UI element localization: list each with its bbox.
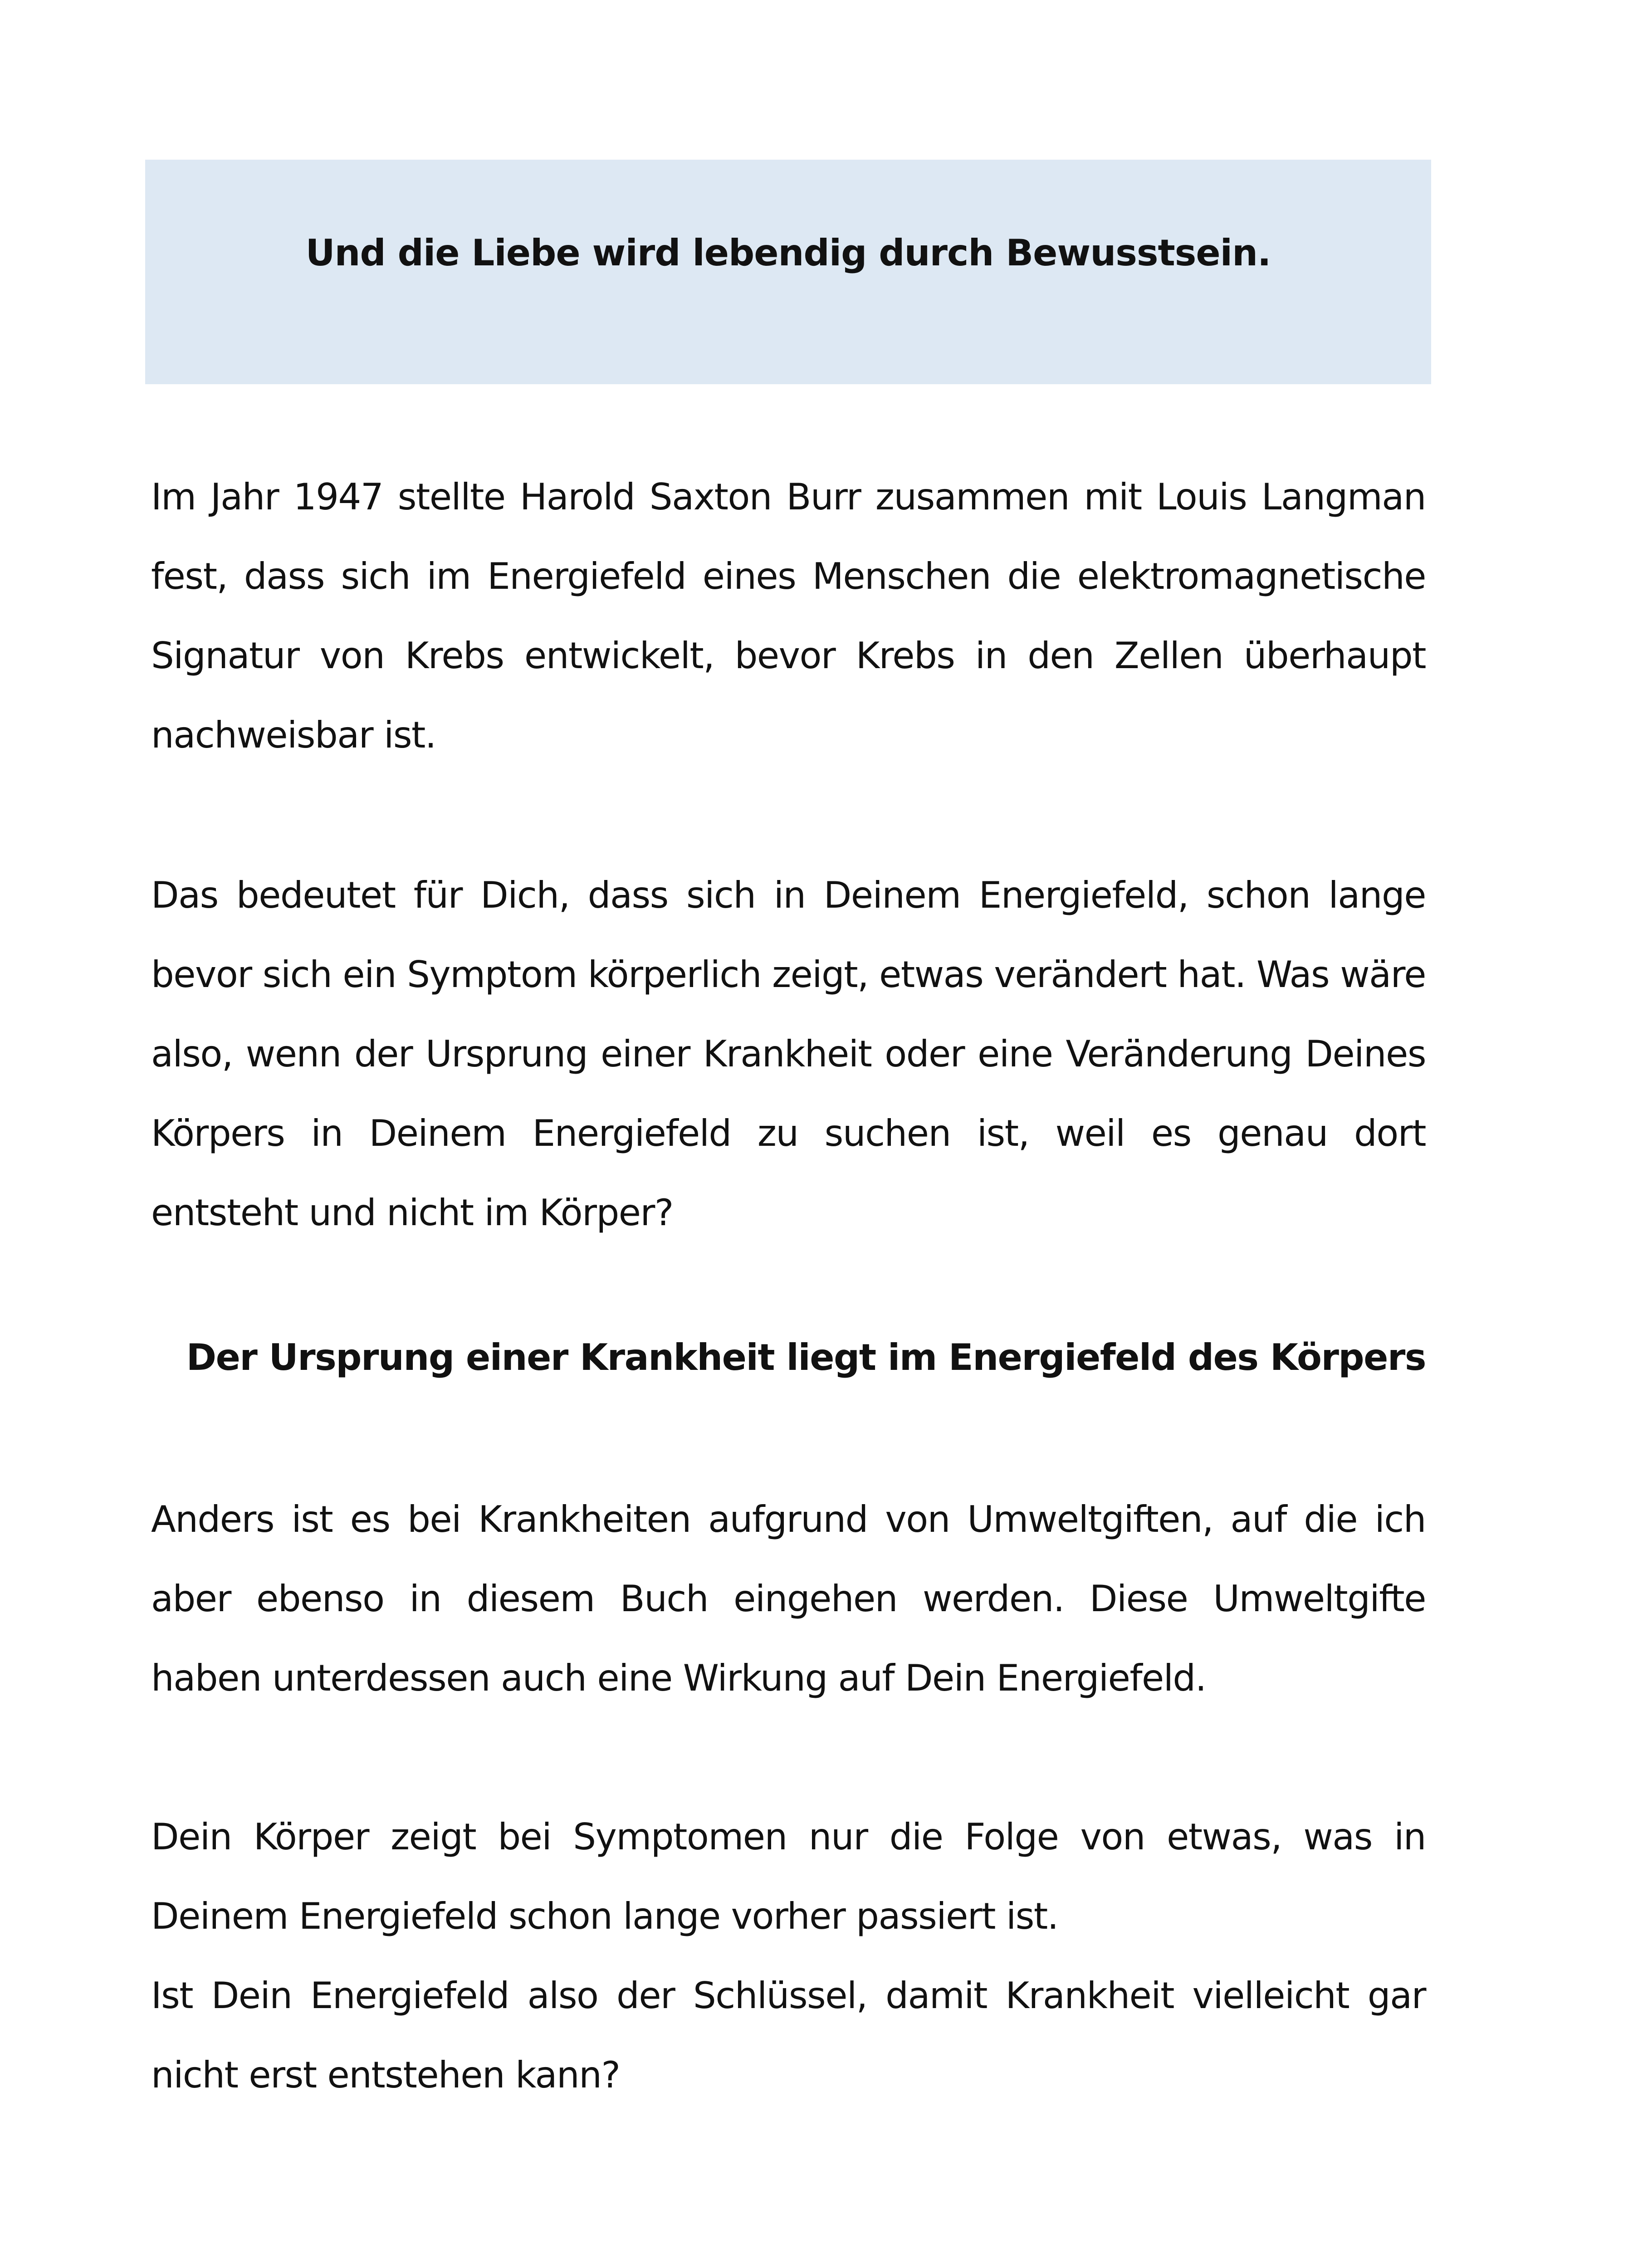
paragraph-energy-field-meaning: Das bedeutet für Dich, dass sich in Deinem Energiefeld, schon lange bevor sich ein Symptom körperlich zeigt, etwas verändert hat. Was wäre also, wenn der Ursprung einer Krankheit oder eine Veränderung Deines Körpers in Deinem Energiefeld zu suchen ist, weil es genau dort entsteht und nicht im Körper? (151, 874, 1426, 1234)
quote-callout-text: Und die Liebe wird lebendig durch Bewusstsein. (305, 232, 1271, 274)
paragraph-burr-1947: Im Jahr 1947 stellte Harold Saxton Burr zusammen mit Louis Langman fest, dass sich im Energiefeld eines Menschen die elektromagnetische Signatur von Krebs entwickelt, bevor Krebs in den Zellen überhaupt nachweisbar ist. (151, 476, 1426, 756)
paragraph-environmental-toxins: Anders ist es bei Krankheiten aufgrund von Umweltgiften, auf die ich aber ebenso in diesem Buch eingehen werden. Diese Umweltgifte haben unterdessen auch eine Wirkung auf Dein Energiefeld. (151, 1498, 1426, 1699)
section-subheading: Der Ursprung einer Krankheit liegt im Energiefeld des Körpers (186, 1336, 1426, 1378)
paragraph-symptoms (151, 1797, 1426, 2115)
paragraph-symptoms-line-1: Dein Körper zeigt bei Symptomen nur die Folge von etwas, was in Deinem Energiefeld schon lange vorher passiert ist. (151, 1816, 1426, 1937)
quote-callout-box (145, 160, 1431, 384)
paragraph-symptoms-line-2: Ist Dein Energiefeld also der Schlüssel, damit Krankheit vielleicht gar nicht erst entstehen kann? (151, 1975, 1426, 2096)
